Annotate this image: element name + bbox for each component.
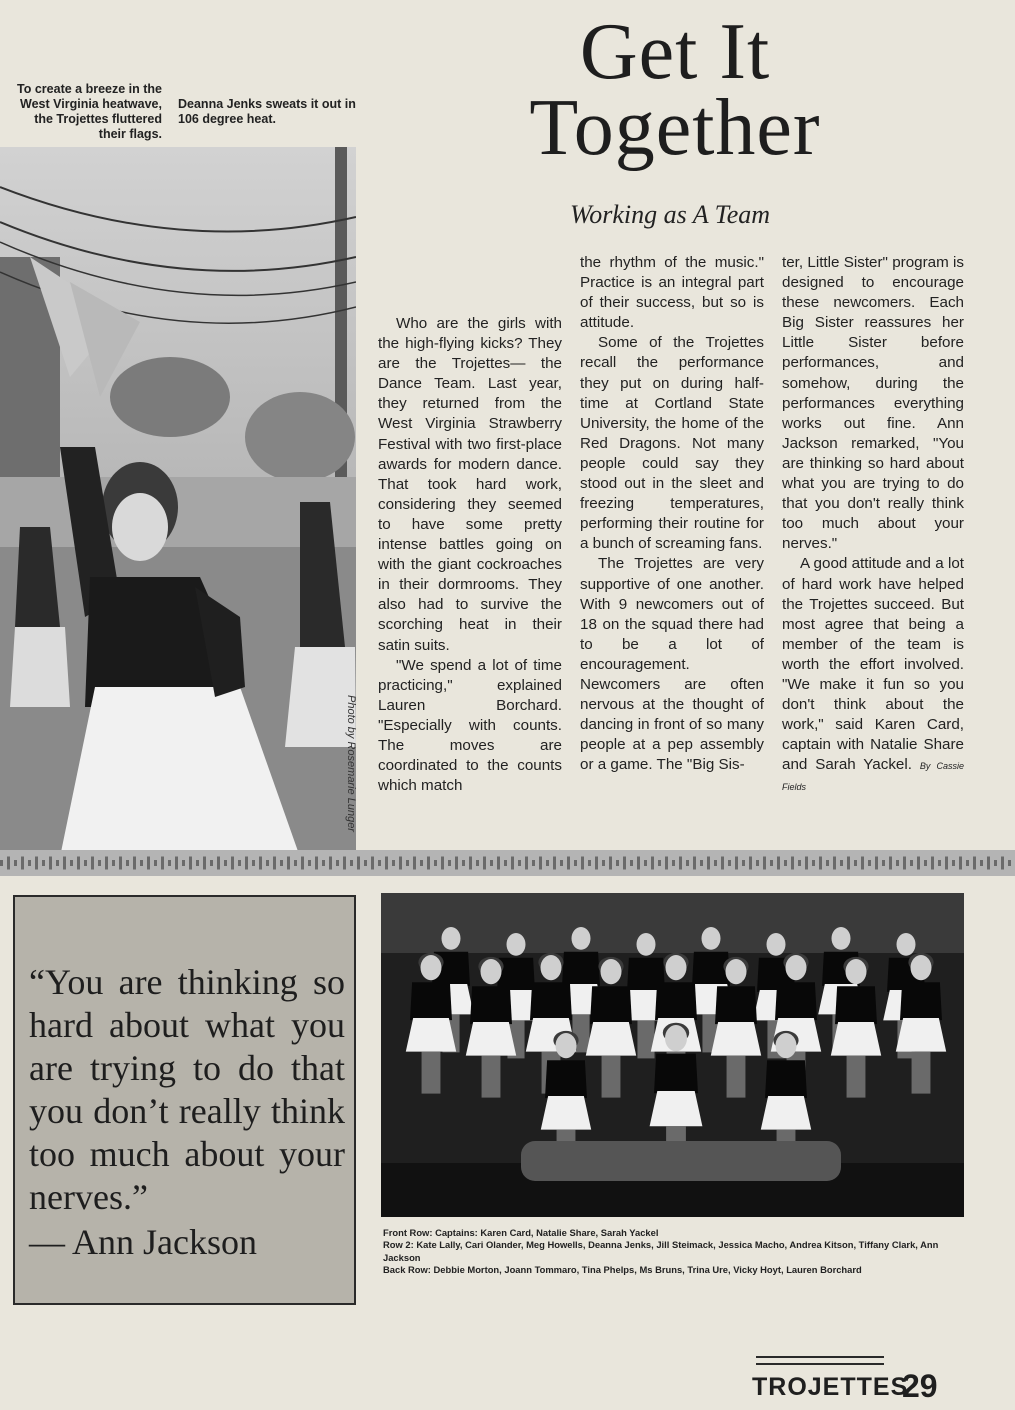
page-number: 29 [902, 1368, 938, 1404]
team-photo [381, 893, 964, 1217]
pull-quote-box [13, 895, 356, 1305]
headline-line-2: Together [529, 84, 821, 172]
article-paragraph: Some of the Trojettes recall the performance they put on during half-time at Cortland State University, the home of the Red Dragons. Not many people could say they stood out in the sleet and freezing temperatures, performing their routine for a bunch of screaming fans. [580, 334, 764, 553]
pull-quote-author: — Ann Jackson [29, 1222, 257, 1262]
article-paragraph: "We spend a lot of time practicing," explained Lauren Borchard. "Especially with counts. The moves are coordinated to the counts which match [378, 656, 562, 795]
headline-line-1: Get It [579, 8, 771, 96]
article-column-2 [580, 253, 764, 775]
front-row-names: Front Row: Captains: Karen Card, Natalie Share, Sarah Yackel [383, 1227, 659, 1238]
article-column-1 [378, 314, 562, 796]
caption-heat: Deanna Jenks sweats it out in 106 degree heat. [178, 97, 356, 126]
article-paragraph: Who are the girls with the high-flying kicks? They are the Trojettes— the Dance Team. Last year, they returned from the West Virginia Strawberry Festival with two first-place awards for modern dance. That took hard work, considering they seemed to have some pretty intense battles going on with the giant cockroaches in their dormrooms. They also had to survive the scorching heat in their satin suits. [378, 315, 562, 654]
article-paragraph: The Trojettes are very supportive of one another. With 9 newcomers out of 18 on the squad there had to be a lot of encouragement. Newcomers are often nervous at the thought of dancing in front of so many people at a pep assembly or a game. The "Big Sis- [580, 555, 764, 774]
photo-credit: Photo by Rosemarie Lunger [345, 695, 357, 832]
caption-flags: To create a breeze in the West Virginia heatwave, the Trojettes fluttered their flags. [17, 82, 162, 141]
byline: By Cassie Fields [782, 761, 964, 793]
pull-quote-text: “You are thinking so hard about what you are trying to do that you don’t really think too much about your nerves.” [29, 962, 345, 1217]
parade-photo [0, 147, 356, 857]
footer-rule [756, 1356, 884, 1365]
decorative-divider [0, 850, 1015, 876]
article-paragraph: the rhythm of the music." Practice is an integral part of their success, but so is attitude. [580, 254, 764, 332]
team-caption [383, 1227, 973, 1276]
back-row-names: Back Row: Debbie Morton, Joann Tommaro, Tina Phelps, Ms Bruns, Trina Ure, Vicky Hoyt, Lauren Borchard [383, 1263, 862, 1275]
article-text: A good attitude and a lot of hard work have helped the Trojettes succeed. But most agree that being a member of the team is worth the effort involved. "We make it fun so you don't think about the work," said Karen Card, captain with Natalie Share and Sarah Yackel. [782, 555, 964, 774]
subheadline: Working as A Team [569, 200, 771, 229]
row2-names: Row 2: Kate Lally, Cari Olander, Meg Howells, Deanna Jenks, Jill Steimack, Jessica Macho, Andrea Kitson, Tiffany Clark, Ann Jackson [383, 1239, 939, 1263]
article-column-3 [782, 253, 964, 798]
footer-section-label: TROJETTES [752, 1373, 909, 1401]
article-paragraph: ter, Little Sister" program is designed to encourage these newcomers. Each Big Sister reassures her Little Sister before performances, and somehow, during the performances everything works out fine. Ann Jackson remarked, "You are thinking so hard about what you are trying to do that you don't really think too much about your nerves." [782, 254, 964, 553]
headline [470, 8, 880, 172]
article-paragraph [782, 554, 964, 797]
